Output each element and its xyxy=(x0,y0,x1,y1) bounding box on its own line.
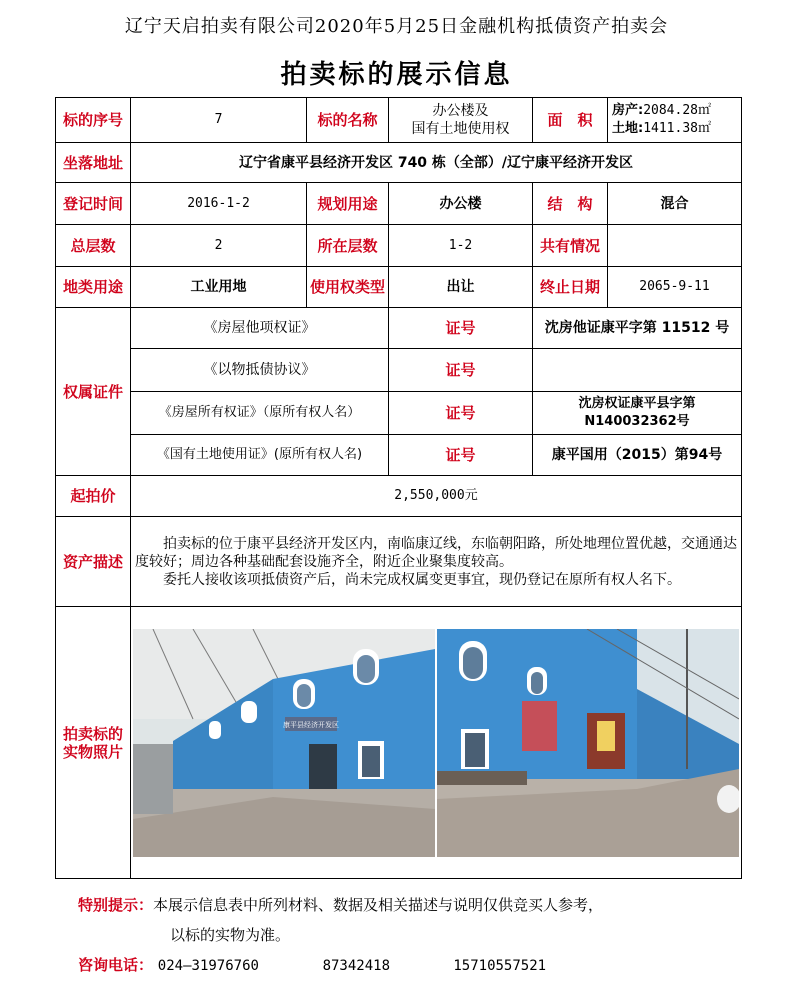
land-use-value: 工业用地 xyxy=(131,267,307,308)
lot-name-line1: 办公楼及 xyxy=(432,103,489,119)
location-value: 辽宁省康平县经济开发区 740 栋（全部）/辽宁康平经济开发区 xyxy=(131,143,742,183)
phone-number-2: 87342418 xyxy=(322,958,391,974)
ownership-number: 沈房他证康平字第 11512 号 xyxy=(533,308,742,349)
asset-desc-para1: 拍卖标的位于康平县经济开发区内，南临康辽线，东临朝阳路，所处地理位置优越，交通通达度较好；周边各种基础配套设施齐全，附近企业聚集度较高。 xyxy=(135,535,737,570)
right-type-label: 使用权类型 xyxy=(307,267,389,308)
ownership-row xyxy=(56,435,742,476)
structure-label: 结 构 xyxy=(533,183,608,225)
photos-cell xyxy=(131,607,742,879)
asset-desc-para2: 委托人接收该项抵债资产后，尚未完成权属变更事宜，现仍登记在原所有权人名下。 xyxy=(163,571,681,588)
ownership-number: 康平国用（2015）第94号 xyxy=(533,435,742,476)
cert-no-label: 证号 xyxy=(389,435,533,476)
phone-number-1: 024—31976760 xyxy=(157,958,259,974)
row-floors xyxy=(56,225,742,267)
row-photos xyxy=(56,607,742,879)
cert-no-label: 证号 xyxy=(389,349,533,392)
ownership-label: 权属证件 xyxy=(56,308,131,476)
area-value xyxy=(608,98,742,143)
floor-value: 1-2 xyxy=(389,225,533,267)
cert-no-label: 证号 xyxy=(389,392,533,435)
house-area-label: 房产: xyxy=(612,103,644,118)
asset-desc-text xyxy=(131,517,742,607)
location-label: 坐落地址 xyxy=(56,143,131,183)
planned-use-label: 规划用途 xyxy=(307,183,389,225)
total-floors-value: 2 xyxy=(131,225,307,267)
ownership-doc: 《国有土地使用证》(原所有权人名) xyxy=(131,435,389,476)
planned-use-value: 办公楼 xyxy=(389,183,533,225)
photo-strip xyxy=(133,629,739,857)
row-registration xyxy=(56,183,742,225)
structure-value: 混合 xyxy=(608,183,742,225)
special-notice xyxy=(78,890,768,950)
row-lot xyxy=(56,98,742,143)
ownership-row xyxy=(56,308,742,349)
land-area-label: 土地: xyxy=(612,121,644,136)
notice-label: 特别提示： xyxy=(78,896,154,914)
photos-label xyxy=(56,607,131,879)
row-description xyxy=(56,517,742,607)
reg-time-value: 2016-1-2 xyxy=(131,183,307,225)
ownership-row xyxy=(56,349,742,392)
ownership-doc: 《房屋他项权证》 xyxy=(131,308,389,349)
shared-label: 共有情况 xyxy=(533,225,608,267)
lot-name-value xyxy=(389,98,533,143)
lot-name-line2: 国有土地使用权 xyxy=(411,121,510,137)
starting-price-value: 2,550,000元 xyxy=(131,476,742,517)
page-title: 拍卖标的展示信息 xyxy=(280,60,513,90)
info-table xyxy=(55,97,742,879)
floor-label: 所在层数 xyxy=(307,225,389,267)
phone-number-3: 15710557521 xyxy=(453,958,547,974)
shared-value xyxy=(608,225,742,267)
photos-label-line2: 实物照片 xyxy=(62,742,123,761)
contact-label: 咨询电话： xyxy=(78,956,154,974)
end-date-value: 2065-9-11 xyxy=(608,267,742,308)
area-label: 面 积 xyxy=(533,98,608,143)
photos-label-line1: 拍卖标的 xyxy=(62,724,123,743)
auction-header: 辽宁天启拍卖有限公司2020年5月25日金融机构抵债资产拍卖会 xyxy=(124,16,669,37)
land-use-label: 地类用途 xyxy=(56,267,131,308)
ownership-row xyxy=(56,392,742,435)
reg-time-label: 登记时间 xyxy=(56,183,131,225)
contact-phone xyxy=(78,954,546,975)
building-photo-left xyxy=(133,629,435,857)
starting-price-label: 起拍价 xyxy=(56,476,131,517)
company-sign-text: 康平县经济开发区 xyxy=(283,720,339,729)
land-area-value: 1411.38㎡ xyxy=(643,121,711,136)
ownership-doc: 《房屋所有权证》（原所有权人名） xyxy=(131,392,389,435)
lot-name-label: 标的名称 xyxy=(307,98,389,143)
lot-no-value: 7 xyxy=(131,98,307,143)
building-photo-right xyxy=(437,629,739,857)
ownership-number: 沈房权证康平县字第 N140032362号 xyxy=(533,392,742,435)
lot-no-label: 标的序号 xyxy=(56,98,131,143)
notice-line1: 本展示信息表中所列材料、数据及相关描述与说明仅供竞买人参考， xyxy=(153,896,604,914)
row-location xyxy=(56,143,742,183)
asset-desc-label: 资产描述 xyxy=(56,517,131,607)
right-type-value: 出让 xyxy=(389,267,533,308)
notice-line2: 以标的实物为准。 xyxy=(170,926,291,944)
cert-no-label: 证号 xyxy=(389,308,533,349)
total-floors-label: 总层数 xyxy=(56,225,131,267)
end-date-label: 终止日期 xyxy=(533,267,608,308)
house-area-value: 2084.28㎡ xyxy=(643,103,711,118)
ownership-number xyxy=(533,349,742,392)
row-price xyxy=(56,476,742,517)
ownership-doc: 《以物抵债协议》 xyxy=(131,349,389,392)
row-land-use xyxy=(56,267,742,308)
